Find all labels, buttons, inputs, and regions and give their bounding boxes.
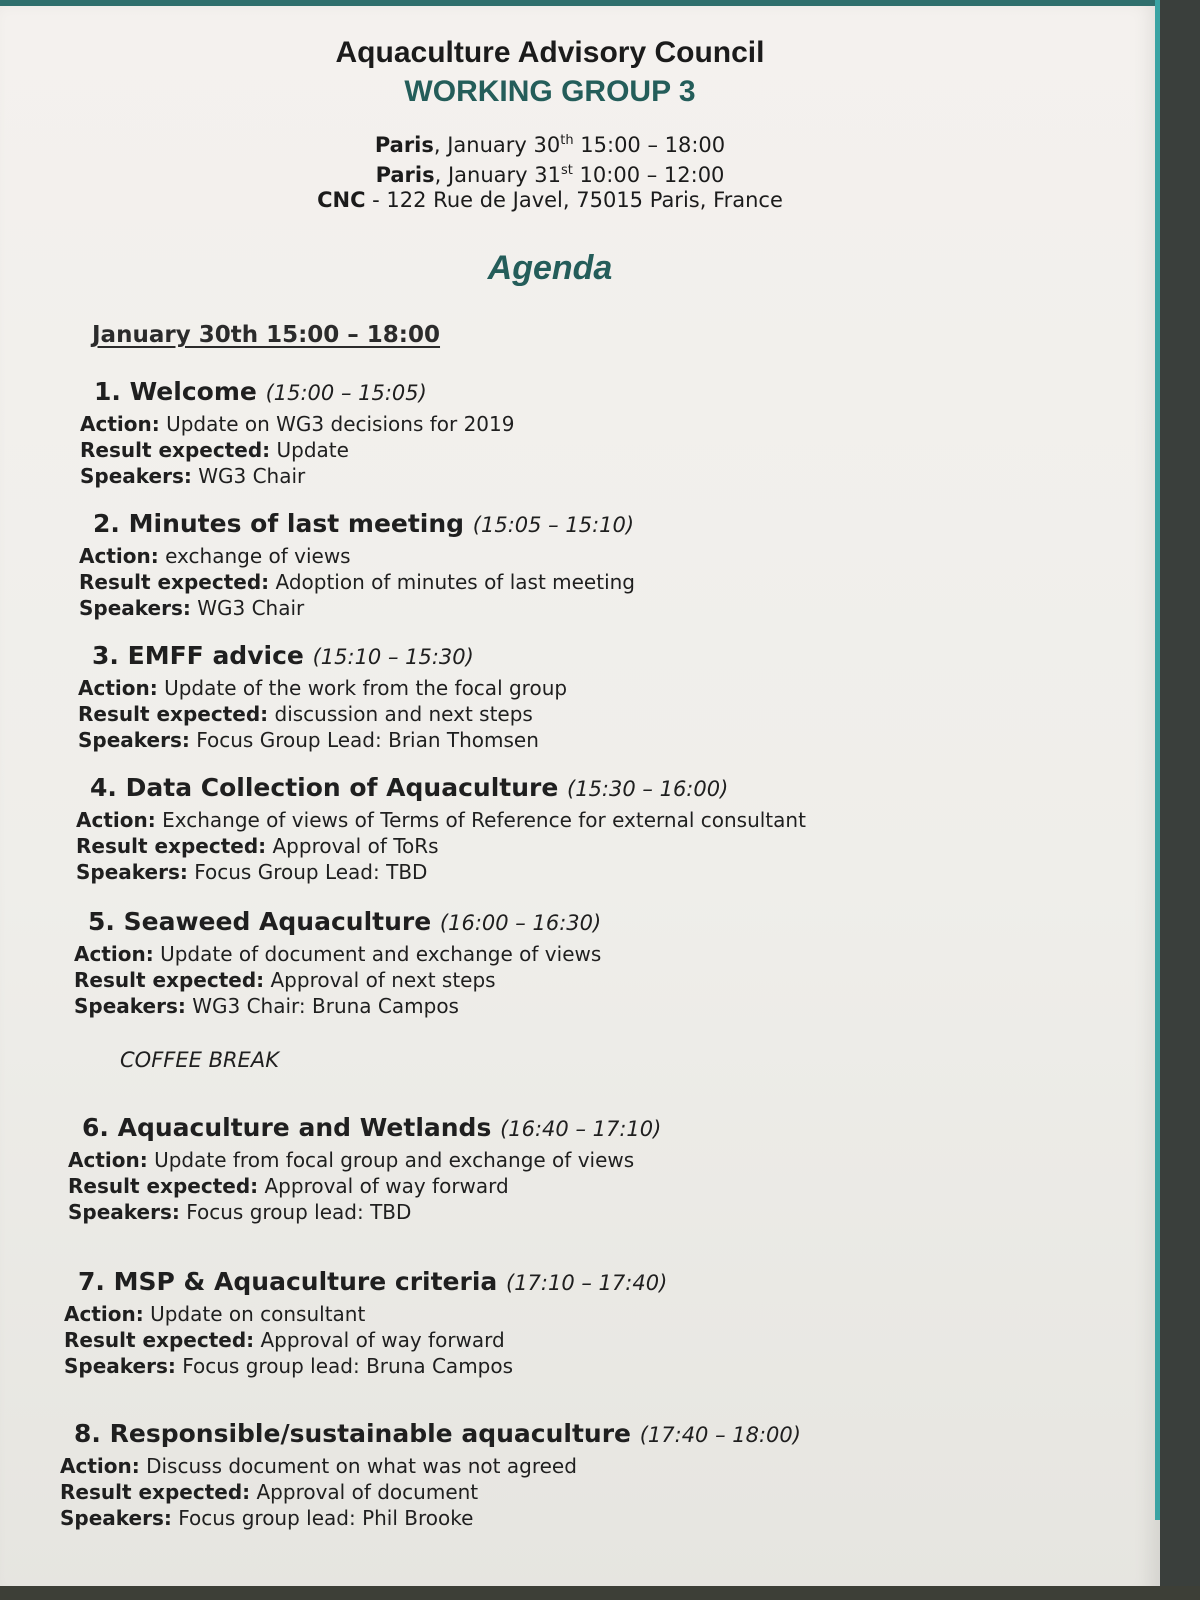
meeting-date-1: Paris, January 30th 15:00 – 18:00	[374, 133, 726, 157]
agenda-item-2: 2. Minutes of last meeting (15:05 – 15:10) Action: exchange of views Result expected: Adoption of minutes of last meeting Speakers: WG3 Chair	[79, 509, 636, 620]
agenda-item-5: 5. Seaweed Aquaculture (16:00 – 16:30) Action: Update of document and exchange of views Result expected: Approval of next steps Speakers: WG3 Chair: Bruna Campos	[74, 907, 602, 1018]
meeting-venue: CNC - 122 Rue de Javel, 75015 Paris, France	[317, 188, 783, 212]
meeting-date-2: Paris, January 31st 10:00 – 12:00	[375, 163, 725, 187]
agenda-item-8: 8. Responsible/sustainable aquaculture (17:40 – 18:00) Action: Discuss document on what was not agreed Result expected: Approval of document Speakers: Focus group lead: Phil Brooke	[60, 1419, 801, 1530]
council-name: Aquaculture Advisory Council	[335, 36, 765, 69]
agenda-title: Agenda	[487, 249, 613, 287]
top-binding-edge	[0, 0, 1160, 6]
meeting-details	[0, 128, 1100, 213]
agenda-item-6: 6. Aquaculture and Wetlands (16:40 – 17:10) Action: Update from focal group and exchange of views Result expected: Approval of way forward Speakers: Focus group lead: TBD	[68, 1113, 662, 1224]
working-group-title: WORKING GROUP 3	[404, 75, 696, 108]
agenda-item-3: 3. EMFF advice (15:10 – 15:30) Action: Update of the work from the focal group Result expected: discussion and next steps Speakers: Focus Group Lead: Brian Thomsen	[78, 641, 568, 752]
day-heading: January 30th 15:00 – 18:00	[92, 322, 441, 348]
background-surface	[0, 1586, 1200, 1600]
document-header	[0, 34, 1100, 288]
agenda-item-7: 7. MSP & Aquaculture criteria (17:10 – 17:40) Action: Update on consultant Result expected: Approval of way forward Speakers: Focus group lead: Bruna Campos	[64, 1267, 668, 1378]
agenda-item-1: 1. Welcome (15:00 – 15:05) Action: Update on WG3 decisions for 2019 Result expected: Update Speakers: WG3 Chair	[80, 377, 515, 488]
agenda-item-4: 4. Data Collection of Aquaculture (15:30 – 16:00) Action: Exchange of views of Terms of Reference for external consultant Result expected: Approval of ToRs Speakers: Focus Group Lead: TBD	[76, 773, 806, 884]
coffee-break: COFFEE BREAK	[120, 1048, 279, 1072]
right-binding-edge	[1155, 0, 1160, 1520]
